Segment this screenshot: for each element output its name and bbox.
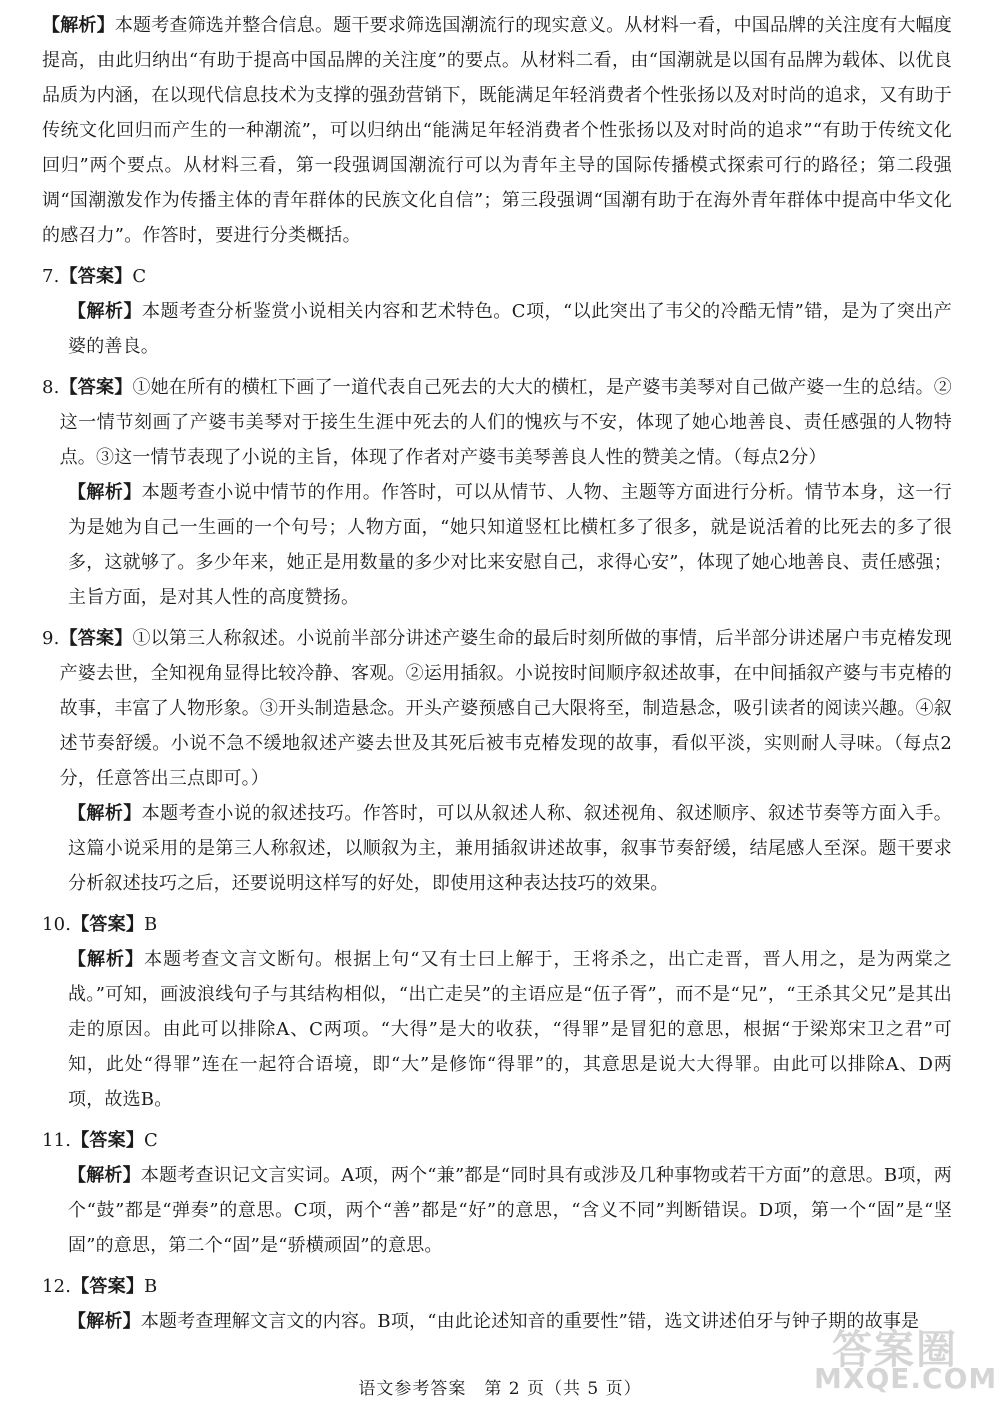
q12-analysis-text: 本题考查理解文言文的内容。B项，“由此论述知音的重要性”错，选文讲述伯牙与钟子期的故事是 [140,1311,920,1332]
watermark-en: MXQE.COM [814,1362,998,1395]
page-content [42,8,952,1345]
q7-number: 7. [42,266,60,287]
watermark-cn: 答案圈 [832,1327,958,1373]
q7-analysis-tag: 【解析】 [68,301,142,322]
q11-analysis-text: 本题考查识记文言实词。A项，两个“兼”都是“同时具有或涉及几种事物或若干方面”的意思。B项，两个“鼓”都是“弹奏”的意思。C项，两个“善”都是“好”的意思，“含义不同”判断错误。D项，第一个“固”是“坚固”的意思，第二个“固”是“骄横顽固”的意思。 [68,1165,952,1256]
q11-analysis [42,1158,952,1263]
q8-analysis [42,475,952,615]
q12-answer-text: B [144,1276,158,1297]
page-footer: 语文参考答案 第 2 页（共 5 页） [358,1379,642,1399]
q7-answer-text: C [132,266,147,287]
q8-answer [42,370,952,475]
q9-number: 9. [42,628,60,649]
q9-answer-tag: 【答案】 [59,628,133,649]
q10-analysis-text: 本题考查文言文断句。根据上句“又有士曰上解于，王将杀之，出亡走晋，晋人用之，是为两棠之战。”可知，画波浪线句子与其结构相似，“出亡走吴”的主语应是“伍子胥”，而不是“兄”，“王杀其父兄”是其出走的原因。由此可以排除A、C两项。“大得”是大的收获，“得罪”是冒犯的意思，根据“于梁郑宋卫之君”可知，此处“得罪”连在一起符合语境，即“大”是修饰“得罪”的，其意思是说大大得罪。由此可以排除A、D两项，故选B。 [68,949,952,1110]
q8-analysis-tag: 【解析】 [68,482,142,503]
q10-answer [42,907,952,942]
q10-analysis [42,942,952,1117]
q12-number: 12. [42,1276,72,1297]
q11-analysis-tag: 【解析】 [68,1165,141,1186]
q7-answer-tag: 【答案】 [59,266,133,287]
q11-answer [42,1123,952,1158]
q7-analysis [42,294,952,364]
q10-answer-tag: 【答案】 [71,914,145,935]
q11-number: 11. [42,1130,72,1151]
q8-analysis-text: 本题考查小说中情节的作用。作答时，可以从情节、人物、主题等方面进行分析。情节本身，这一行为是她为自己一生画的一个句号；人物方面，“她只知道竖杠比横杠多了很多，就是说活着的比死去的多了很多，这就够了。多少年来，她正是用数量的多少对比来安慰自己，求得心安”，体现了她心地善良、责任感强；主旨方面，是对其人性的高度赞扬。 [68,482,952,608]
q8-answer-text: ①她在所有的横杠下画了一道代表自己死去的大大的横杠，是产婆韦美琴对自己做产婆一生的总结。②这一情节刻画了产婆韦美琴对于接生生涯中死去的人们的愧疚与不安，体现了她心地善良、责任感强的人物特点。③这一情节表现了小说的主旨，体现了作者对产婆韦美琴善良人性的赞美之情。（每点2分） [59,377,952,468]
q11-answer-tag: 【答案】 [71,1130,145,1151]
watermark-logo [792,1318,998,1398]
q10-answer-text: B [144,914,158,935]
q6-analysis [42,8,952,253]
q9-answer-text: ①以第三人称叙述。小说前半部分讲述产婆生命的最后时刻所做的事情，后半部分讲述屠户韦克椿发现产婆去世，全知视角显得比较冷静、客观。②运用插叙。小说按时间顺序叙述故事，在中间插叙产婆与韦克椿的故事，丰富了人物形象。③开头制造悬念。开头产婆预感自己大限将至，制造悬念，吸引读者的阅读兴趣。④叙述节奏舒缓。小说不急不缓地叙述产婆去世及其死后被韦克椿发现的故事，看似平淡，实则耐人寻味。（每点2分，任意答出三点即可。） [59,628,952,789]
q10-analysis-tag: 【解析】 [68,949,145,970]
q8-number: 8. [42,377,60,398]
q10-number: 10. [42,914,72,935]
q9-analysis-tag: 【解析】 [68,803,142,824]
q7-answer [42,259,952,294]
q6-analysis-text: 本题考查筛选并整合信息。题干要求筛选国潮流行的现实意义。从材料一看，中国品牌的关注度有大幅度提高，由此归纳出“有助于提高中国品牌的关注度”的要点。从材料二看，由“国潮就是以国有品牌为载体、以优良品质为内涵，在以现代信息技术为支撑的强劲营销下，既能满足年轻消费者个性张扬以及对时尚的追求，又有助于传统文化回归而产生的一种潮流”，可以归纳出“能满足年轻消费者个性张扬以及对时尚的追求”“有助于传统文化回归”两个要点。从材料三看，第一段强调国潮流行可以为青年主导的国际传播模式探索可行的路径；第二段强调“国潮激发作为传播主体的青年群体的民族文化自信”；第三段强调“国潮有助于在海外青年群体中提高中华文化的感召力”。作答时，要进行分类概括。 [42,15,953,246]
q9-analysis [42,796,952,901]
q9-answer [42,621,952,796]
q6-analysis-tag: 【解析】 [42,15,115,36]
q12-answer-tag: 【答案】 [71,1276,145,1297]
q12-answer [42,1269,952,1304]
q12-analysis-tag: 【解析】 [68,1311,141,1332]
q9-analysis-text: 本题考查小说的叙述技巧。作答时，可以从叙述人称、叙述视角、叙述顺序、叙述节奏等方面入手。这篇小说采用的是第三人称叙述，以顺叙为主，兼用插叙讲述故事，叙事节奏舒缓，结尾感人至深。题干要求分析叙述技巧之后，还要说明这样写的好处，即使用这种表达技巧的效果。 [68,803,952,894]
q7-analysis-text: 本题考查分析鉴赏小说相关内容和艺术特色。C项，“以此突出了韦父的冷酷无情”错，是为了突出产婆的善良。 [68,301,952,357]
q11-answer-text: C [144,1130,159,1151]
q8-answer-tag: 【答案】 [59,377,133,398]
